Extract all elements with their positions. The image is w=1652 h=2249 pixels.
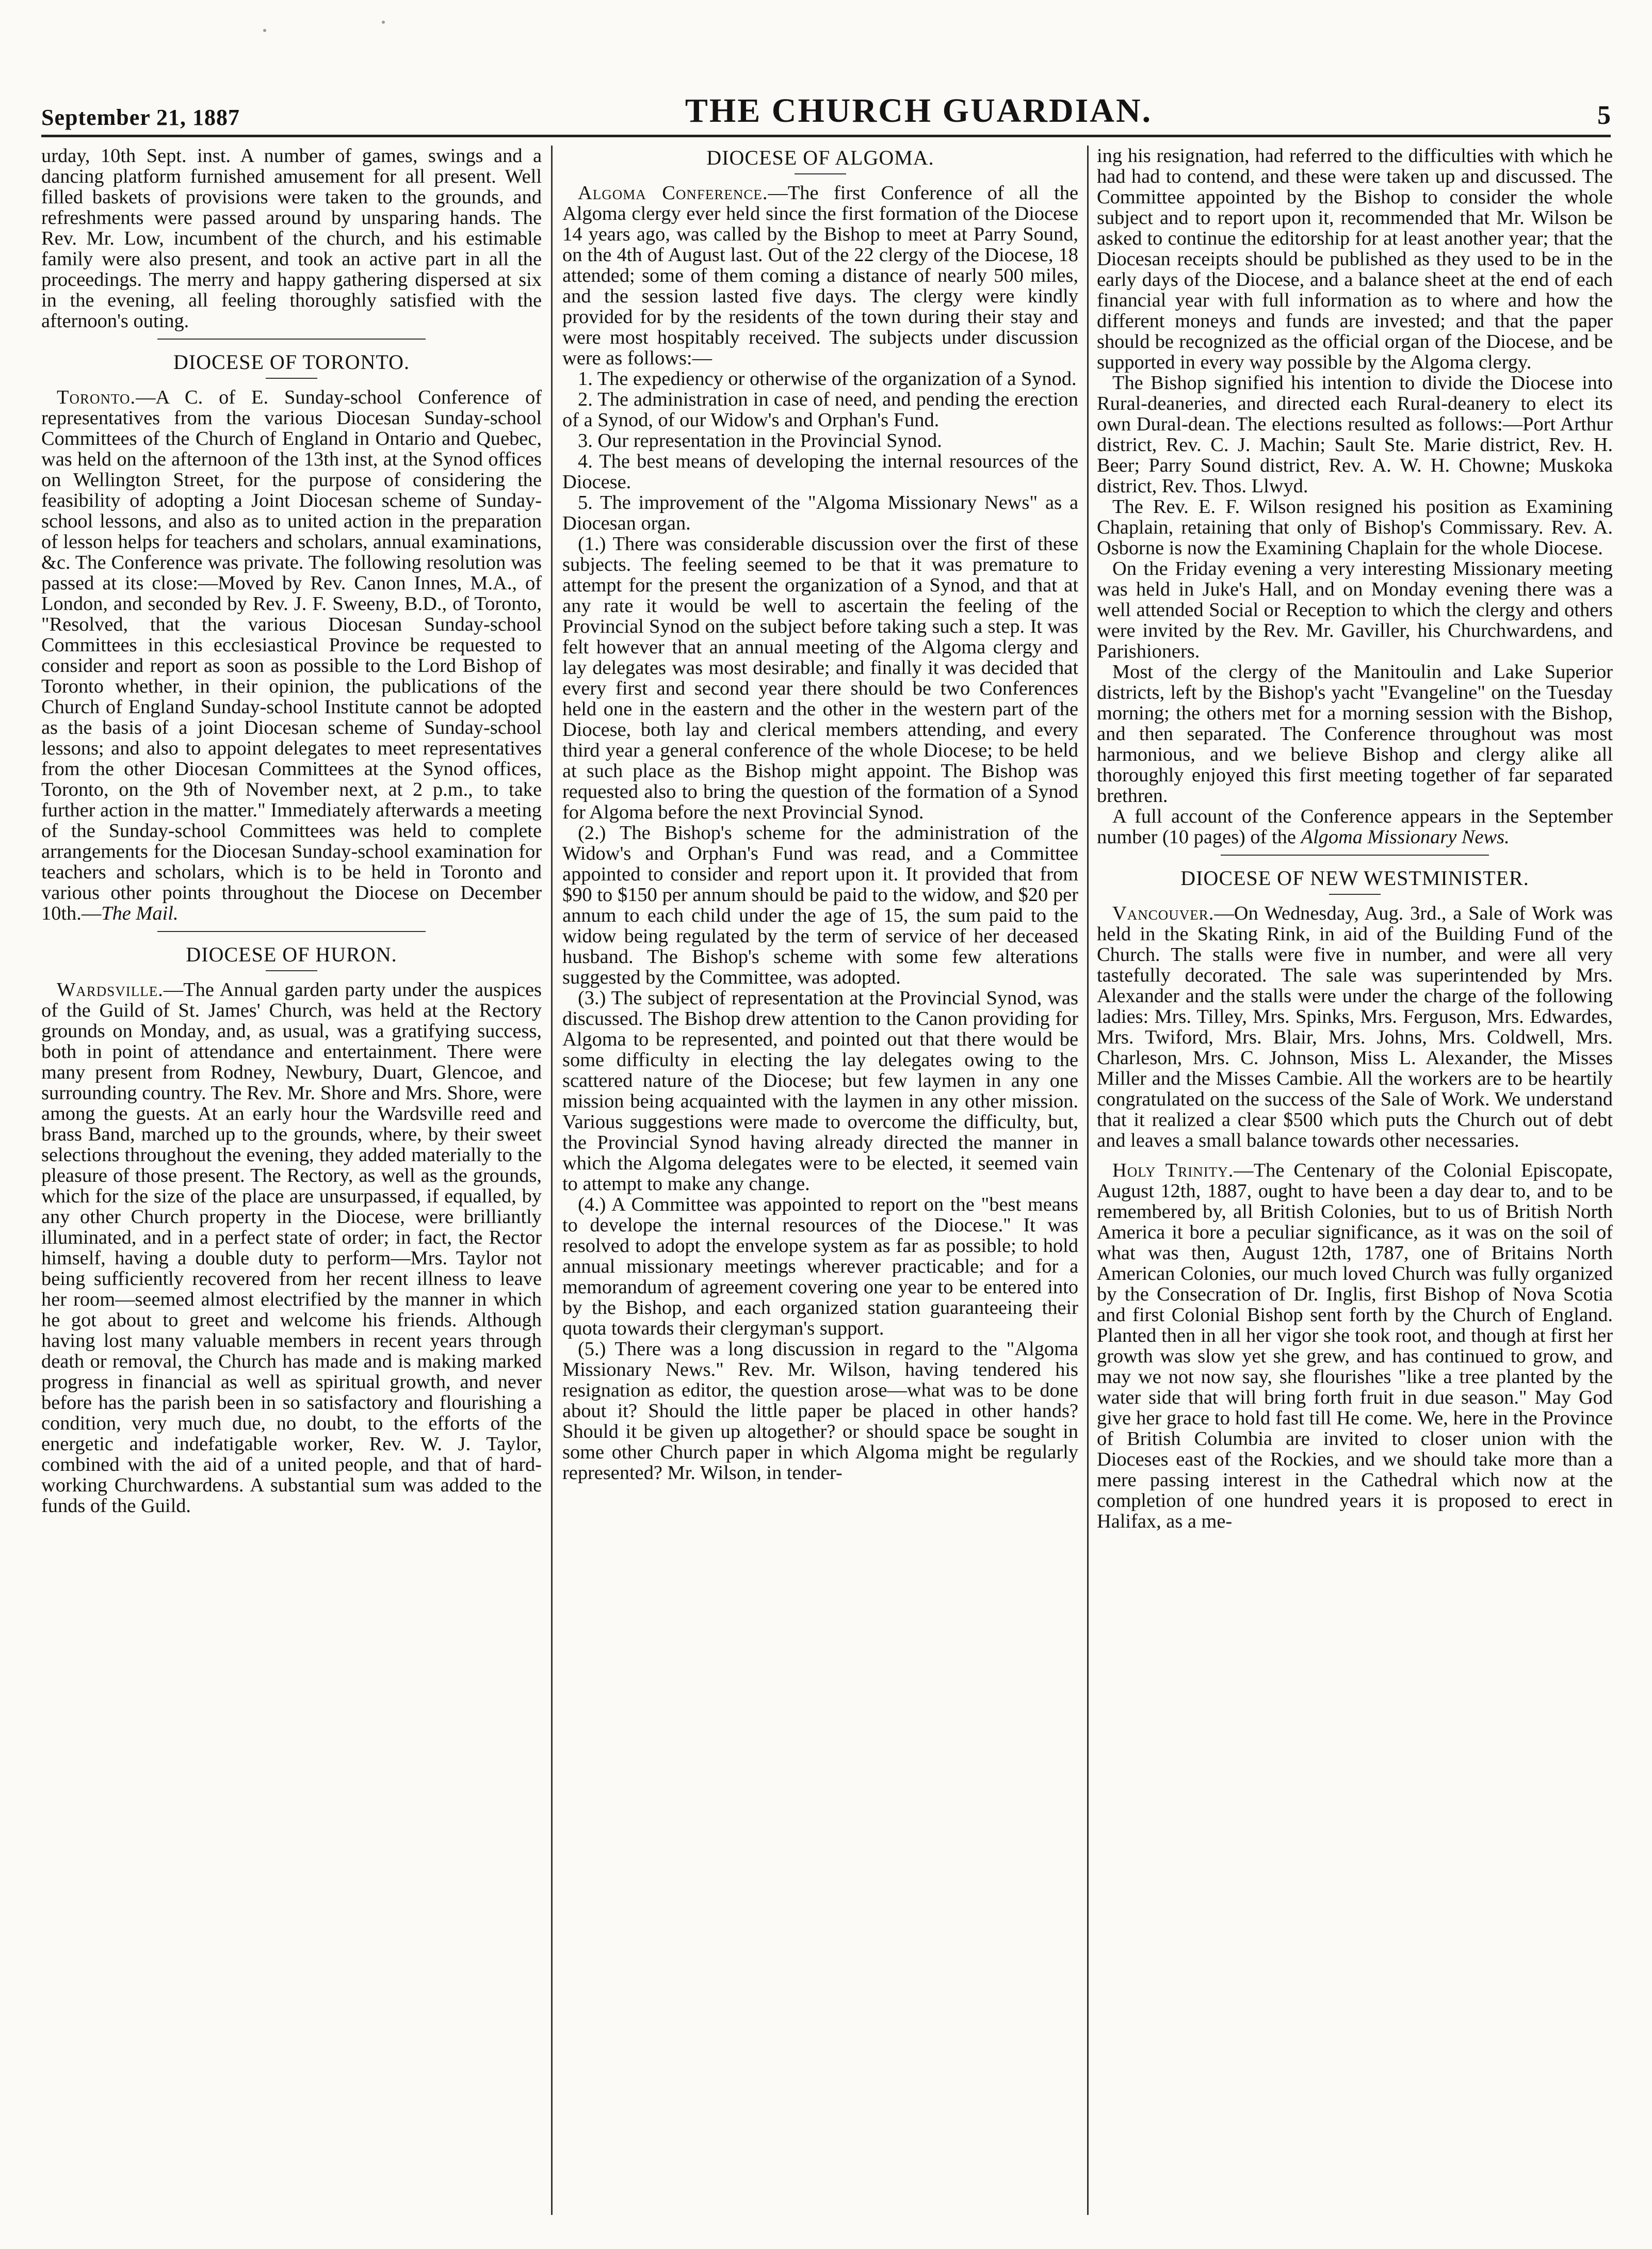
source-credit: The Mail. <box>101 903 179 924</box>
masthead <box>41 91 1611 137</box>
article-vancouver <box>1097 903 1613 1151</box>
section-heading-algoma: DIOCESE OF ALGOMA. <box>706 146 934 169</box>
section-heading-huron: DIOCESE OF HURON. <box>186 943 397 966</box>
section-heading-new-westminster: DIOCESE OF NEW WESTMINISTER. <box>1180 866 1529 890</box>
list-item: 1. The expediency or otherwise of the organization of a Synod. <box>578 368 1077 390</box>
paragraph: (2.) The Bishop's scheme for the administration of the Widow's and Orphan's Fund was read, and a Committee appointed to consider and report upon it. It provided that from $90 to $150 per annum should be paid to the widow, and $20 per annum to each child under the age of 15, the sum paid to the widow being regulated by the term of service of her deceased husband. The Bishop's scheme with some few alterations suggested by the Committee, was adopted. <box>562 822 1078 988</box>
newspaper-title: THE CHURCH GUARDIAN. <box>685 92 1153 130</box>
paragraph: ing his resignation, had referred to the difficulties with which he had had to contend, and these were taken up and discussed. The Committee appointed by the Bishop to consider the whole subject and to report upon it, recommended that Mr. Wilson be asked to continue the editorship for at least another year; that the Diocesan receipts should be published as they used to be in the early days of the Diocese, and a balance sheet at the end of each financial year with full information as to where and how the different moneys and funds are invested; and that the paper should be recognized as the official organ of the Diocese, and be supported in every way possible by the Algoma clergy. <box>1097 146 1613 373</box>
article-body: —A C. of E. Sunday-school Conference of representatives from the various Diocesan Sunday-school Committees of the Church of England in Ontario and Quebec, was held on the afternoon of the 13th inst, at the Synod offices on Wellington Street, for the purpose of considering the feasibility of adopting a Joint Diocesan scheme of Sunday-school lessons, and also as to united action in the preparation of lesson helps for teachers and scholars, annual examinations, &c. The Conference was private. The following resolution was passed at its close:—Moved by Rev. Canon Innes, M.A., of London, and seconded by Rev. J. F. Sweeny, B.D., of Toronto, "Resolved, that the various Diocesan Sunday-school Committees in this ecclesiastical Province be requested to consider and report as soon as possible to the Lord Bishop of Toronto whether, in their opinion, the publications of the Church of England Sunday-school Institute cannot be adopted as the basis of a joint Diocesan scheme of Sunday-school lessons; and also to appoint delegates to meet representatives from the other Diocesan Committees at the Synod offices, Toronto, on the 9th of November next, at 2 p.m., to take further action in the matter." Immediately afterwards a meeting of the Sunday-school Committees was held to complete arrangements for the Diocesan Sunday-school examination for teachers and scholars, which is to be held in Toronto and various other points throughout the Diocese on December 10th.— <box>41 387 542 924</box>
article-body: —The first Conference of all the Algoma clergy ever held since the first formation of the Diocese 14 years ago, was called by the Bishop to meet at Parry Sound, on the 4th of August last. Out of the 22 clergy of the Diocese, 18 attended; some of them coming a distance of nearly 500 miles, and the session lasted five days. The clergy were kindly provided for by the residents of the town during their stay and were most hospitably received. The subjects under discussion were as follows:— <box>562 182 1078 369</box>
paragraph: (5.) There was a long discussion in regard to the "Algoma Missionary News." Rev. Mr. Wilson, having tendered his resignation as editor, the question arose—what was to be done about it? Should the little paper be placed in other hands? Should it be given up altogether? or should space be sought in some other Church paper in which Algoma might be regularly represented? Mr. Wilson, in tender- <box>562 1338 1078 1484</box>
paragraph: Most of the clergy of the Manitoulin and Lake Superior districts, left by the Bishop's yacht "Evangeline" on the Tuesday morning; the others met for a morning session with the Bishop, and then separated. The Conference throughout was most harmonious, and we believe Bishop and clergy alike all thoroughly enjoyed this first meeting together of far separated brethren. <box>1097 661 1613 807</box>
paragraph: The Bishop signified his intention to divide the Diocese into Rural-deaneries, and directed each Rural-deanery to elect its own Dural-dean. The elections resulted as follows:—Port Arthur district, Rev. C. J. Machin; Sault Ste. Marie district, Rev. H. Beer; Parry Sound district, Rev. A. W. H. Chowne; Muskoka district, Rev. Thos. Llwyd. <box>1097 372 1613 497</box>
print-speck <box>263 29 266 32</box>
list-item: 5. The improvement of the "Algoma Missionary News" as a Diocesan organ. <box>562 492 1078 534</box>
article-algoma-intro <box>562 183 1078 368</box>
publication-name: Algoma Missionary News. <box>1301 826 1510 848</box>
article-toronto <box>41 387 542 924</box>
dateline: Vancouver. <box>1112 903 1214 924</box>
page-number: 5 <box>1597 101 1611 130</box>
paragraph: On the Friday evening a very interesting Missionary meeting was held in Juke's Hall, and on Monday evening there was a well attended Social or Reception to which the clergy and others were invited by the Rev. Mr. Gaviller, his Churchwardens, and Parishioners. <box>1097 558 1613 662</box>
section-heading-toronto: DIOCESE OF TORONTO. <box>173 350 410 374</box>
paragraph: (3.) The subject of representation at the Provincial Synod, was discussed. The Bishop drew attention to the Canon providing for Algoma to be represented, and pointed out that there would be some difficulty in electing the lay delegates owing to the scattered nature of the Diocese; but few laymen in any one mission being acquainted with the laymen in any other mission. Various suggestions were made to overcome the difficulty, but, the Provincial Synod having already directed the manner in which the Algoma delegates were to be elected, it seemed vain to attempt to make any change. <box>562 987 1078 1195</box>
list-item: 3. Our representation in the Provincial Synod. <box>578 430 942 452</box>
heading-ornament <box>795 173 846 174</box>
section-divider <box>157 931 426 932</box>
article-holy-trinity <box>1097 1160 1613 1532</box>
heading-ornament <box>266 970 317 971</box>
column-rule <box>551 146 553 2215</box>
issue-date: September 21, 1887 <box>41 105 240 130</box>
paragraph: (4.) A Committee was appointed to report on the "best means to develope the internal resources of the Diocese." It was resolved to adopt the envelope system as far as possible; to hold annual missionary meetings wherever practicable; and for a memorandum of agreement covering one year to be entered into by the Bishop, and each organized station guaranteeing their quota towards their clergyman's support. <box>562 1194 1078 1339</box>
column-rule <box>1087 146 1089 2215</box>
heading-ornament <box>266 378 317 379</box>
subjects-list <box>562 368 1078 534</box>
section-divider <box>157 339 426 340</box>
dateline: Toronto. <box>57 387 136 408</box>
spacer <box>1097 1151 1613 1160</box>
column-3 <box>1097 146 1613 2215</box>
list-item: 2. The administration in case of need, and pending the erection of a Synod, of our Widow's and Orphan's Fund. <box>562 389 1078 431</box>
paragraph: (1.) There was considerable discussion over the first of these subjects. The feeling seemed to be that it was premature to attempt for the present the organization of a Synod, and that at any rate it would be well to ascertain the feeling of the Provincial Synod on the subject before taking such a step. It was felt however that an annual meeting of the Algoma clergy and lay delegates was most desirable; and finally it was decided that every first and second year there should be two Conferences held one in the eastern and the other in the western part of the Diocese, both lay and clerical members attending, and every third year a general conference of the whole Diocese; to be held at such place as the Bishop might appoint. The Bishop was requested also to bring the question of the formation of a Synod for Algoma before the next Provincial Synod. <box>562 533 1078 823</box>
list-item: 4. The best means of developing the internal resources of the Diocese. <box>562 451 1078 493</box>
article-body: —The Centenary of the Colonial Episcopate, August 12th, 1887, ought to have been a day dear to, and to be remembered by, all British Colonies, but to us of British North America it bore a peculiar significance, as it was on the soil of what was then, August 12th, 1787, one of Britains North American Colonies, our much loved Church was fully organized by the Consecration of Dr. Inglis, first Bishop of Nova Scotia and first Colonial Bishop sent forth by the Church of England. Planted then in all her vigor she took root, and though at first her growth was slow yet she grew, and has continued to grow, and may we not now say, she flourishes "like a tree planted by the water side that will bring forth fruit in due season." May God give her grace to hold fast till He come. We, here in the Province of British Columbia are invited to closer union with the Dioceses east of the Rockies, and we should take more than a mere passing interest in the Cathedral which now at the completion of one hundred years it is proposed to erect in Halifax, as a me- <box>1097 1160 1613 1532</box>
article-huron <box>41 979 542 1516</box>
heading-ornament <box>1329 894 1381 895</box>
section-divider <box>1221 855 1489 856</box>
paragraph <box>1097 806 1613 847</box>
dateline: Holy Trinity. <box>1112 1160 1234 1181</box>
column-1 <box>41 146 542 2215</box>
dateline: Algoma Conference. <box>578 182 768 204</box>
print-speck <box>382 21 385 24</box>
article-body: —The Annual garden party under the auspices of the Guild of St. James' Church, was held at the Rectory grounds on Monday, and, as usual, was a gratifying success, both in point of attendance and entertainment. There were many present from Rodney, Newbury, Duart, Glencoe, and surrounding country. The Rev. Mr. Shore and Mrs. Shore, were among the guests. At an early hour the Wardsville reed and brass Band, marched up to the grounds, where, by their sweet selections throughout the evening, they added materially to the pleasure of those present. The Rectory, as well as the grounds, which for the size of the place are unsurpassed, if equalled, by any other Church property in the Diocese, were brilliantly illuminated, and in a perfect state of order; in fact, the Rector himself, having a double duty to perform—Mrs. Taylor not being sufficiently recovered from her recent illness to leave her room—seemed almost electrified by the manner in which he got about to greet and welcome his friends. Although having lost many valuable members in recent years through death or removal, the Church has made and is making marked progress in financial as well as spiritual growth, and never before has the parish been in so satisfactory and flourishing a condition, very much due, no doubt, to the efforts of the energetic and indefatigable worker, Rev. W. J. Taylor, combined with the aid of a united people, and that of hard-working Churchwardens. A substantial sum was added to the funds of the Guild. <box>41 979 542 1517</box>
dateline: Wardsville. <box>57 979 164 1001</box>
article-continuation: urday, 10th Sept. inst. A number of games, swings and a dancing platform furnished amusement for all present. Well filled baskets of provisions were taken to the grounds, and refreshments were passed around by unsparing hands. The Rev. Mr. Low, incumbent of the church, and his estimable family were also present, and took an active part in all the proceedings. The merry and happy gathering dispersed at six in the evening, all feeling thoroughly satisfied with the afternoon's outing. <box>41 146 542 332</box>
article-body: —On Wednesday, Aug. 3rd., a Sale of Work was held in the Skating Rink, in aid of the Building Fund of the Church. The stalls were five in number, and were all very tastefully decorated. The sale was superintended by Mrs. Alexander and the stalls were under the charge of the following ladies: Mrs. Tilley, Mrs. Spinks, Mrs. Ferguson, Mrs. Edwardes, Mrs. Twiford, Mrs. Blair, Mrs. Johns, Mrs. Coldwell, Mrs. Charleson, Mrs. C. Johnson, Miss L. Alexander, the Misses Miller and the Misses Cambie. All the workers are to be heartily congratulated on the success of the Sale of Work. We understand that it realized a clear $500 which puts the Church out of debt and leaves a small balance towards other necessaries. <box>1097 903 1613 1151</box>
column-2 <box>562 146 1078 2215</box>
article-body: A full account of the Conference appears in the September number (10 pages) of the <box>1097 806 1613 848</box>
paragraph: The Rev. E. F. Wilson resigned his position as Examining Chaplain, retaining that only of Bishop's Commissary. Rev. A. Osborne is now the Examining Chaplain for the whole Diocese. <box>1097 496 1613 559</box>
